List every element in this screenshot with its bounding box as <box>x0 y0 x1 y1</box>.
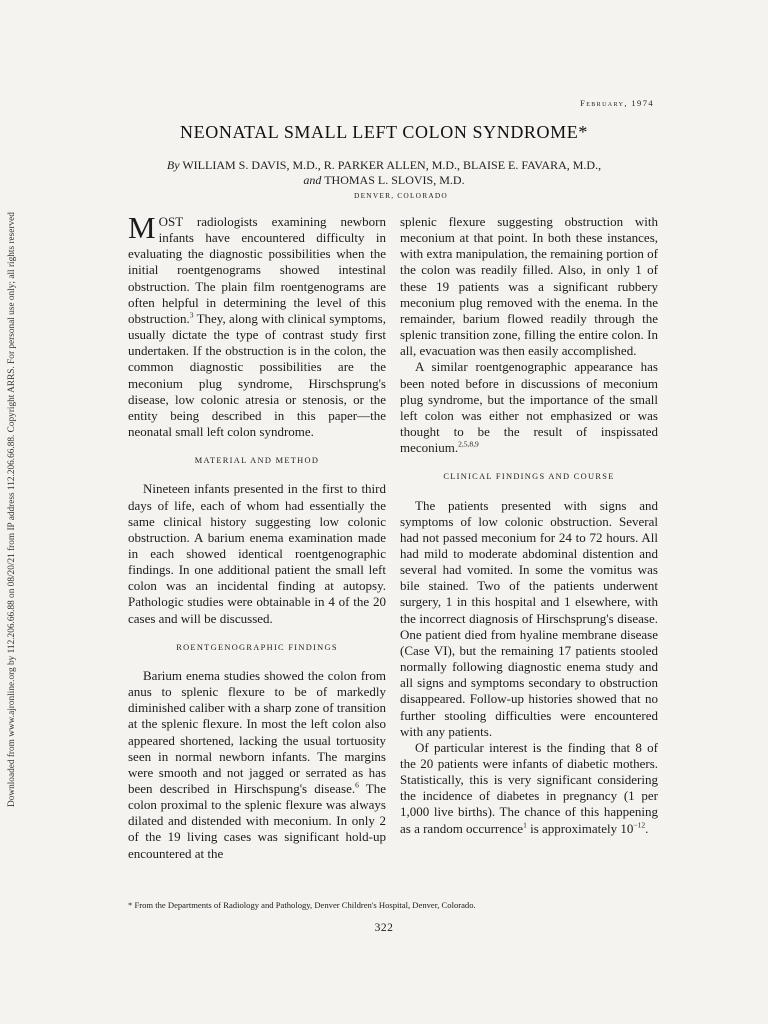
intro-text: OST radiologists examining newborn infants have encountered difficulty in evaluating the diagnostic possibilities when the initial roentgenograms showed intestinal obstruction. The plain film roentgenograms are often helpful in determining the level of this obstruction. <box>128 214 386 326</box>
clinical-paragraph: The patients presented with signs and symptoms of low colonic obstruction. Several had not passed meconium for 24 to 72 hours. All had mild to moderate abdominal distention and several had vomited. In some the vomitus was bile stained. Two of the patients underwent surgery, 1 in this hospital and 1 elsewhere, with the incorrect diagnosis of Hirschsprung's disease. One patient died from hyaline membrane disease (Case VI), but the remaining 17 patients stooled normally following diagnostic enema study and all signs and symptoms secondary to obstruction disappeared. Follow-up histories showed that no further stooling difficulties were encountered with any patients. <box>400 497 658 739</box>
authors-line-1: WILLIAM S. DAVIS, M.D., R. PARKER ALLEN, M.D., BLAISE E. FAVARA, M.D., <box>182 158 602 172</box>
authors-line-2: THOMAS L. SLOVIS, M.D. <box>324 173 465 187</box>
findings-text-continued: The colon proximal to the splenic flexure was always dilated and distended with meconium. In only 2 of the 19 living cases was significant hold-up encountered at the <box>128 781 386 861</box>
interest-text: Of particular interest is the finding that 8 of the 20 patients were infants of diabetic mothers. Statistically, this is very significant considering the incidence of diabetes in pregnancy (1 per 1,000 live births). The chance of this happening as a random occurrence <box>400 739 658 836</box>
intro-paragraph <box>128 210 386 440</box>
interest-text-continued: is approximately 10 <box>526 820 634 836</box>
continuation-paragraph: splenic flexure suggesting obstruction with meconium at that point. In both these instances, with extra manipulation, the remaining portion of the colon was readily filled. Also, in only 1 of these 19 patients was a significant rubbery meconium plug removed with the enema. In the remainder, barium flowed readily through the splenic transition zone, filling the entire colon. In all, evacuation was then easily accomplished. <box>400 214 658 359</box>
page-number: 322 <box>374 922 394 934</box>
byline-and: and <box>303 173 322 187</box>
findings-reference: 6 <box>355 780 359 790</box>
right-column <box>400 214 658 837</box>
author-location: DENVER, COLORADO <box>354 191 448 200</box>
section-heading-roentgenographic-findings: ROENTGENOGRAPHIC FINDINGS <box>176 642 338 652</box>
interest-reference: 1 <box>523 820 527 830</box>
byline <box>0 158 768 203</box>
method-paragraph: Nineteen infants presented in the first to third days of life, each of whom had essentially the same clinical history suggesting low colonic obstruction. A barium enema examination made in each showed identical roentgenographic findings. In one additional patient the small left colon was an incidental finding at autopsy. Pathologic studies were obtainable in 4 of the 20 cases and will be discussed. <box>128 481 386 626</box>
byline-by: By <box>166 158 180 172</box>
intro-text-continued: They, along with clinical symptoms, usually dictate the type of contrast study first undertaken. If the obstruction is in the colon, the common diagnostic possibilities are the meconium plug syndrome, Hirschsprung's disease, low colonic atresia or stenosis, or the entity being described in this paper—the neonatal small left colon syndrome. <box>128 310 386 440</box>
interest-exponent: −12 <box>633 820 646 830</box>
findings-paragraph <box>128 668 386 862</box>
drop-cap: M <box>128 210 156 245</box>
section-heading-material-method: MATERIAL AND METHOD <box>194 456 320 466</box>
interest-end: . <box>645 820 649 836</box>
similar-appearance-paragraph <box>400 359 658 456</box>
similar-references: 2,5,8,9 <box>458 439 479 449</box>
similar-text: A similar roentgenographic appearance has been noted before in discussions of meconium plug syndrome, but the importance of the small left colon was either not emphasized or was thought to be the result of inspissated meconium. <box>400 359 658 456</box>
download-watermark: Downloaded from www.ajronline.org by 112.206.66.88 on 08/20/21 from IP address 112.206.66.88. Copyright ARRS. For personal use only; all rights reserved <box>7 212 17 808</box>
section-heading-clinical-findings: CLINICAL FINDINGS AND COURSE <box>443 472 615 482</box>
intro-reference: 3 <box>189 310 194 320</box>
running-head-date: February, 1974 <box>580 98 654 108</box>
left-column <box>128 210 386 862</box>
findings-text: Barium enema studies showed the colon from anus to splenic flexure to be of markedly diminished caliber with a sharp zone of transition at the splenic flexure. In most the left colon also appeared shortened, lacking the usual tortuosity seen in normal newborn infants. The margins were smooth and not jagged or serrated as has been described in Hirschspung's disease. <box>128 667 386 796</box>
article-title: NEONATAL SMALL LEFT COLON SYNDROME* <box>180 122 588 142</box>
affiliation-footnote: * From the Departments of Radiology and Pathology, Denver Children's Hospital, Denver, Colorado. <box>128 900 476 910</box>
interest-paragraph <box>400 740 658 837</box>
